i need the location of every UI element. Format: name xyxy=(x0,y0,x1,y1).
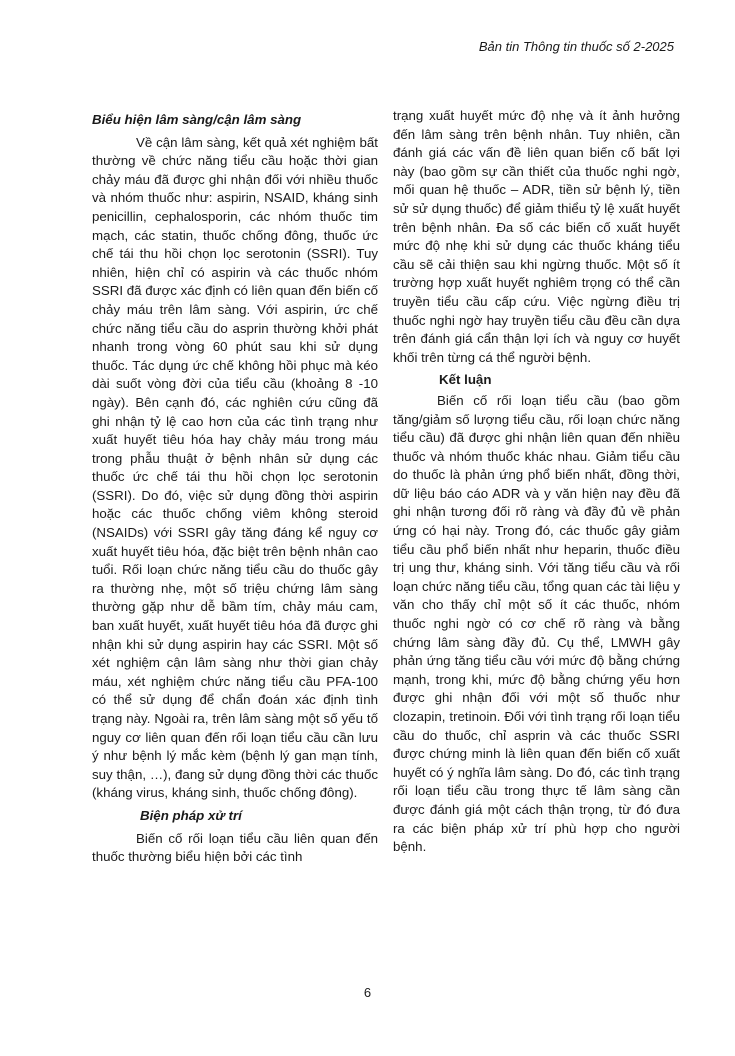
section-heading-conclusion: Kết luận xyxy=(439,372,492,388)
page-number: 6 xyxy=(363,985,372,1000)
section-heading-management: Biện pháp xử trí xyxy=(140,807,242,823)
paragraph-conclusion: Biến cố rối loạn tiểu cầu (bao gồm tăng/giảm số lượng tiểu cầu, rối loạn chức năng tiểu cầu) đã được ghi nhận liên quan đến nhiều thuốc và nhóm thuốc khác nhau. Giảm tiểu cầu do thuốc là phản ứng phổ biến nhất, đồng thời, dữ liệu báo cáo ADR và y văn hiện nay đều đã ghi nhận tương đối rõ ràng và đầy đủ về phản ứng có hại này. Trong đó, các thuốc gây giảm tiểu cầu phổ biến nhất như heparin, thuốc điều trị ung thư, kháng sinh. Với tăng tiểu cầu và rối loạn chức năng tiểu cầu, tổng quan các tài liệu y văn cho thấy chỉ một số ít các thuốc, nhóm thuốc nghi ngờ có cơ chế rõ ràng và bằng chứng lâm sàng đầy đủ. Cụ thể, LMWH gây phản ứng tăng tiểu cầu với mức độ bằng chứng mạnh, trong khi, mức độ bằng chứng yếu hơn được ghi nhận đối với một số thuốc như clozapin, tretinoin. Đối với tình trạng rối loạn tiểu cầu do thuốc, chỉ asprin và các thuốc SSRI được chứng minh là liên quan đến biến cố xuất huyết có ý nghĩa lâm sàng. Do đó, các tình trạng rối loạn tiểu cầu trong thực tế lâm sàng cần được đánh giá một cách thận trọng, từ đó đưa ra các biện pháp xử trí phù hợp cho người bệnh. xyxy=(393,392,680,855)
paragraph-clinical: Về cận lâm sàng, kết quả xét nghiệm bất thường về chức năng tiểu cầu hoặc thời gian chảy máu đã được ghi nhận đối với nhiều thuốc và nhóm thuốc như: aspirin, NSAID, kháng sinh penicillin, cephalosporin, các nhóm thuốc tim mạch, các statin, thuốc chống đông, thuốc ức chế tái thu hồi chọn lọc serotonin (SSRI). Tuy nhiên, hiện chỉ có aspirin và các thuốc nhóm SSRI đã được xác định có liên quan đến biến cố chảy máu trên lâm sàng. Với aspirin, ức chế chức năng tiểu cầu do asprin thường khởi phát nhanh trong vòng 60 phút sau khi sử dụng thuốc. Tác dụng ức chế không hồi phục mà kéo dài suốt vòng đời của tiểu cầu (khoảng 8 -10 ngày). Bên cạnh đó, các nghiên cứu cũng đã ghi nhận tỷ lệ cao hơn của các tình trạng như xuất huyết tiêu hóa hay chảy máu trong máu trong phẫu thuật ở bệnh nhân sử dụng các thuốc ức chế tái thu hồi chọn lọc serotonin (SSRI). Do đó, việc sử dụng đồng thời aspirin hoặc các thuốc chống viêm không steroid (NSAIDs) với SSRI gây tăng đáng kể nguy cơ xuất huyết tiêu hóa, đặc biệt trên bệnh nhân cao tuổi. Rối loạn chức năng tiểu cầu do thuốc gây ra thường nhẹ, một số triệu chứng lâm sàng thường gặp như dễ bầm tím, chảy máu cam, ban xuất huyết, xuất huyết tiêu hóa đã được ghi nhận khi sử dụng aspirin hay các SSRI. Một số xét nghiệm cận lâm sàng như thời gian chảy máu, xét nghiệm chức năng tiểu cầu PFA-100 có thể sử dụng để chẩn đoán xác định tình trạng này. Ngoài ra, trên lâm sàng một số yếu tố nguy cơ liên quan đến rối loạn tiểu cầu cần lưu ý như bệnh lý mắc kèm (bệnh lý gan mạn tính, suy thận, …), đang sử dụng đồng thời các thuốc (kháng virus, kháng sinh, thuốc chống đông). xyxy=(92,134,378,801)
paragraph-management: Biến cố rối loạn tiểu cầu liên quan đến thuốc thường biểu hiện bởi các tình xyxy=(92,830,378,865)
paragraph-management-continued: trạng xuất huyết mức độ nhẹ và ít ảnh hưởng đến lâm sàng trên bệnh nhân. Tuy nhiên, cần đánh giá các vấn đề liên quan biến cố bất lợi này (bao gồm sự cần thiết của thuốc nghi ngờ, mối quan hệ thuốc – ADR, tiền sử bệnh lý, tiền sử sử dụng thuốc) để giảm thiểu tỷ lệ xuất huyết trên bệnh nhân. Đa số các biến cố xuất huyết mức độ nhẹ khi sử dụng các thuốc kháng tiểu cầu sẽ cải thiện sau khi ngừng thuốc. Một số ít trường hợp xuất huyết nghiêm trọng có thể cần truyền tiểu cầu cấp cứu. Việc ngừng điều trị thuốc nghi ngờ hay truyền tiểu cầu đều cần dựa trên đánh giá cẩn thận lợi ích và nguy cơ huyết khối trên từng cá thể người bệnh. xyxy=(393,108,680,365)
right-column xyxy=(393,107,680,857)
section-heading-clinical: Biểu hiện lâm sàng/cận lâm sàng xyxy=(92,112,302,127)
newsletter-header: Bản tin Thông tin thuốc số 2-2025 xyxy=(478,39,674,54)
left-column xyxy=(92,111,378,867)
